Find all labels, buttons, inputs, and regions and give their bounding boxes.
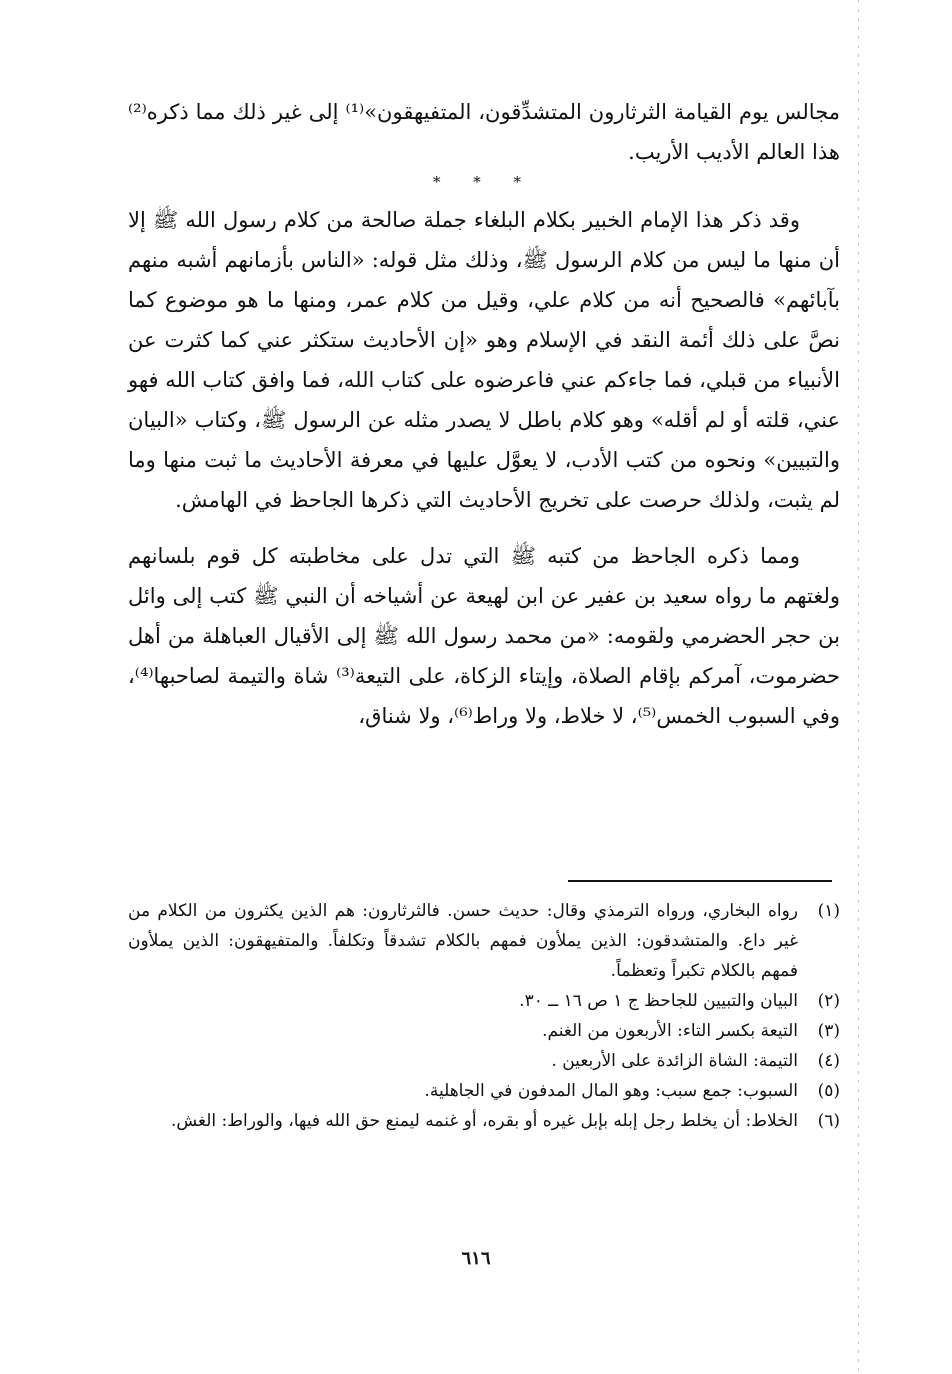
footnote-number: (٣) <box>817 1021 840 1041</box>
page-edge-dotted-line <box>858 0 859 1374</box>
footnote-3 <box>128 1016 840 1046</box>
paragraph-letter-to-wail: ومما ذكره الجاحظ من كتبه ﷺ التي تدل على مخاطبته كل قوم بلسانهم ولغتهم ما رواه سعيد بن عفير عن ابن لهيعة عن أشياخه أن النبي ﷺ كتب إلى وائل بن حجر الحضرمي ولقومه: «من محمد رسول الله ﷺ إلى الأقيال العباهلة من أهل حضرموت، آمركم بإقام الصلاة، وإيتاء الزكاة، على التيعة⁽³⁾ شاة والتيمة لصاحبها⁽⁴⁾، وفي السبوب الخمس⁽⁵⁾، لا خلاط، ولا وراط⁽⁶⁾، ولا شناق، <box>128 544 840 728</box>
footnote-number: (٦) <box>817 1111 840 1131</box>
footnote-6 <box>128 1106 840 1136</box>
footnote-text: البيان والتبيين للجاحظ ج ١ ص ١٦ ــ ٣٠. <box>519 991 798 1011</box>
footnote-1 <box>128 896 840 986</box>
footnote-4 <box>128 1046 840 1076</box>
page-number: ٦١٦ <box>461 1248 491 1269</box>
paragraph-gap <box>128 520 840 536</box>
footnote-number: (٢) <box>817 991 840 1011</box>
paragraph-hadith-attribution: وقد ذكر هذا الإمام الخبير بكلام البلغاء جملة صالحة من كلام رسول الله ﷺ إلا أن منها ما ليس من كلام الرسول ﷺ، وذلك مثل قوله: «الناس بأزمانهم أشبه منهم بآبائهم» فالصحيح أنه من كلام علي، وقيل من كلام عمر، ومنها ما هو موضوع كما نصَّ على ذلك أئمة النقد في الإسلام وهو «إن الأحاديث ستكثر عني كما كثرت عن الأنبياء من قبلي، فما جاءكم عني فاعرضوه على كتاب الله، فما وافق كتاب الله فهو عني، قلته أو لم أقله» وهو كلام باطل لا يصدر مثله عن الرسول ﷺ، وكتاب «البيان والتبيين» ونحوه من كتب الأدب، لا يعوَّل عليها في معرفة الأحاديث ما ثبت منها وما لم يثبت، ولذلك حرصت على تخريج الأحاديث التي ذكرها الجاحظ في الهامش. <box>128 208 840 512</box>
footnote-2 <box>128 986 840 1016</box>
paragraph-continued: مجالس يوم القيامة الثرثارون المتشدِّقون، المتفيهقون»⁽¹⁾ إلى غير ذلك مما ذكره⁽²⁾ هذا العالم الأديب الأريب. <box>128 100 841 164</box>
footnote-number: (٤) <box>817 1051 840 1071</box>
footnote-number: (٥) <box>817 1081 840 1101</box>
section-separator: * * * <box>432 173 536 191</box>
footnote-text: التيمة: الشاة الزائدة على الأربعين . <box>551 1051 798 1071</box>
footnote-text: الخلاط: أن يخلط رجل إبله بإبل غيره أو بقره، أو غنمه ليمنع حق الله فيها، والوراط: الغش. <box>170 1111 798 1131</box>
footnote-text: السبوب: جمع سبب: وهو المال المدفون في الجاهلية. <box>424 1081 798 1101</box>
main-text <box>128 92 840 736</box>
footnote-number: (١) <box>817 901 840 921</box>
footnote-5 <box>128 1076 840 1106</box>
footnote-text: رواه البخاري، ورواه الترمذي وقال: حديث حسن. فالثرثارون: هم الذين يكثرون من الكلام من غير داع. والمتشدقون: الذين يملأون فمهم بالكلام تشدقاً وتكلفاً. والمتفيهقون: الذين يملأون فمهم بالكلام تكبراً وتعظماً. <box>128 901 798 981</box>
footnote-divider <box>568 880 832 882</box>
footnotes <box>128 896 840 1136</box>
footnote-text: التيعة بكسر التاء: الأربعون من الغنم. <box>542 1021 798 1041</box>
